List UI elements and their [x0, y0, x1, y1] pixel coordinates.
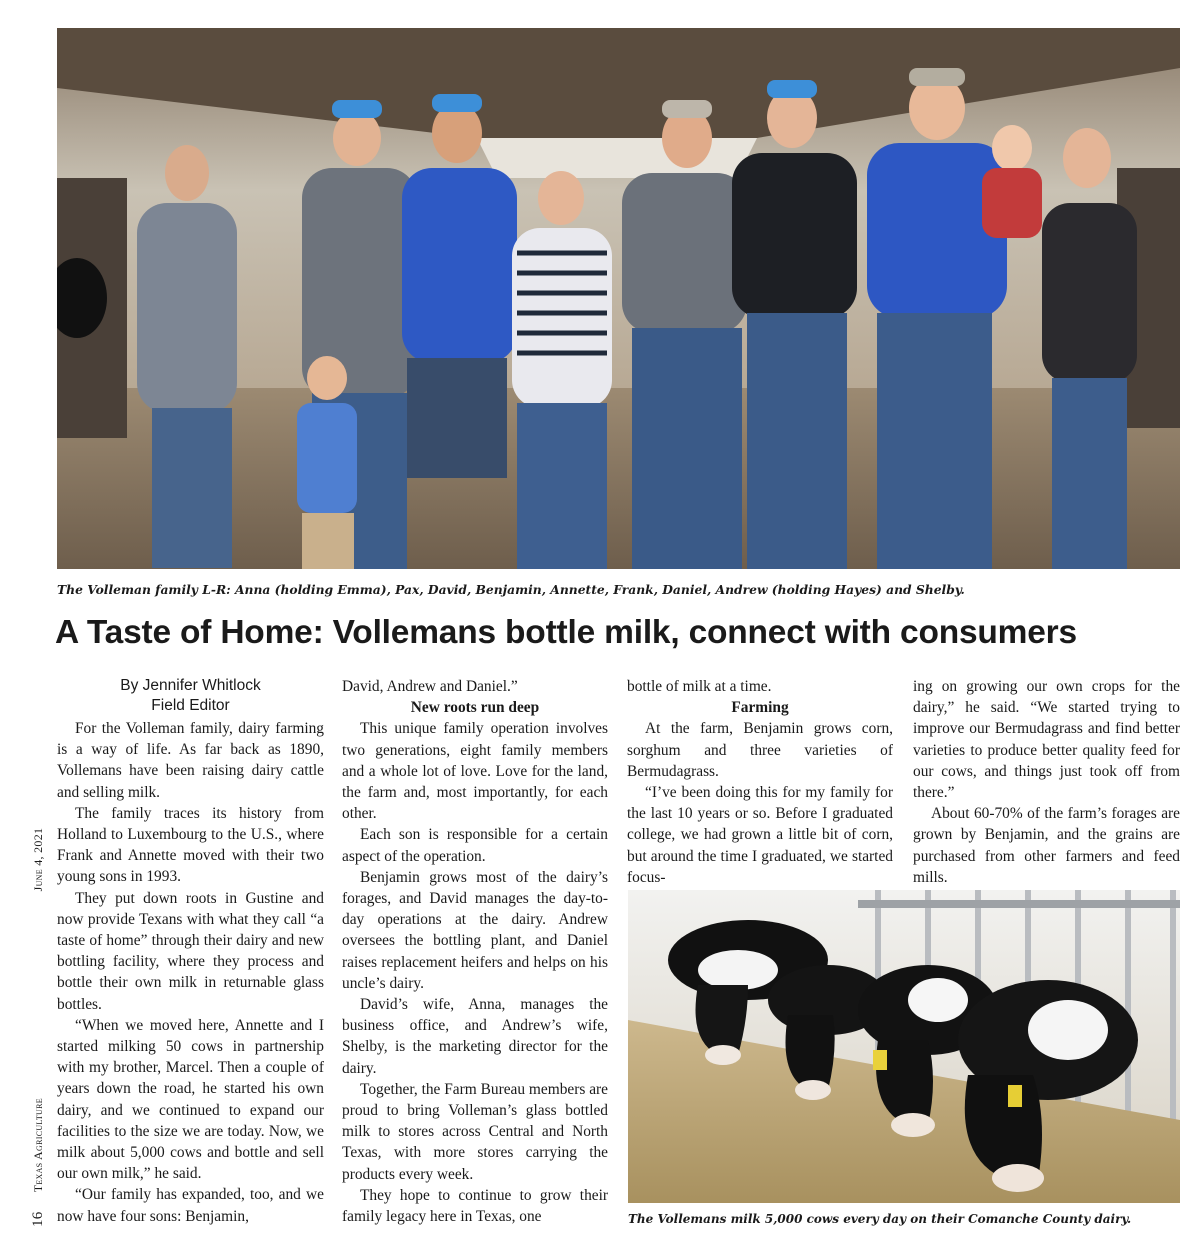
paragraph: The family traces its history from Holland to Luxembourg to the U.S., where Frank and Annette moved with their two young sons in 1993.	[57, 804, 324, 886]
article-column-1	[57, 718, 324, 1227]
paragraph: They hope to continue to grow their family legacy here in Texas, one	[342, 1186, 608, 1226]
article-column-3	[627, 676, 893, 888]
page-folio	[30, 828, 47, 1227]
article-column-2	[342, 676, 608, 1227]
paragraph: This unique family operation involves two generations, eight family members and a whole lot of love. Love for the land, the farm and, most importantly, for each other.	[342, 720, 608, 823]
cows-photo	[628, 890, 1180, 1203]
paragraph-continued: David, Andrew and Daniel.”	[342, 678, 518, 695]
family-photo-caption: The Volleman family L-R: Anna (holding Emma), Pax, David, Benjamin, Annette, Frank, Daniel, Andrew (holding Hayes) and Shelby.	[57, 582, 965, 597]
paragraph: Each son is responsible for a certain aspect of the operation.	[342, 826, 608, 865]
paragraph: For the Volleman family, dairy farming is a way of life. As far back as 1890, Vollemans have been raising dairy cattle and selling milk.	[57, 720, 324, 801]
paragraph: Benjamin grows most of the dairy’s forages, and David manages the day-to-day operations at the dairy. Andrew oversees the bottling plant, and Daniel raises replacement heifers and helps on his uncle’s dairy.	[342, 868, 608, 992]
subhead: New roots run deep	[410, 699, 540, 717]
article-headline: A Taste of Home: Vollemans bottle milk, connect with consumers	[55, 614, 1077, 651]
article-column-4	[913, 676, 1180, 888]
paragraph: At the farm, Benjamin grows corn, sorghum and three varieties of Bermudagrass.	[627, 720, 893, 780]
byline-title: Field Editor	[151, 697, 230, 714]
publication-name: Texas Agriculture	[31, 1098, 45, 1193]
paragraph-continued: ing on growing our own crops for the dairy,” he said. “We started trying to improve our Bermudagrass and find better varieties to produce better quality feed for our cows, and things just took off from there.”	[913, 678, 1180, 802]
paragraph: “Our family has expanded, too, and we now have four sons: Benjamin,	[57, 1186, 324, 1225]
cows-photo-caption: The Vollemans milk 5,000 cows every day on their Comanche County dairy.	[628, 1212, 1132, 1226]
dairy-cows-photo-icon	[628, 890, 1180, 1203]
paragraph: “I’ve been doing this for my family for the last 10 years or so. Before I graduated college, we had grown a little bit of corn, but around the time I graduated, we started focus-	[627, 784, 893, 886]
paragraph-continued: bottle of milk at a time.	[627, 678, 772, 695]
paragraph: Together, the Farm Bureau members are proud to bring Volleman’s glass bottled milk to stores across Central and North Texas, with more stores carrying the products every week.	[342, 1080, 608, 1183]
family-photo-icon	[57, 28, 1180, 569]
paragraph: “When we moved here, Annette and I started milking 50 cows in partnership with my brother, Marcel. Then a couple of years down the road, he started his own dairy, and we continued to expand our facilities to the size we are today. Now, we milk about 5,000 cows and bottle and sell our own milk,” he said.	[57, 1016, 324, 1183]
paragraph: About 60-70% of the farm’s forages are grown by Benjamin, and the grains are purchased from other farmers and feed mills.	[913, 805, 1180, 886]
page-number: 16	[30, 1211, 46, 1227]
byline-name: By Jennifer Whitlock	[120, 677, 261, 694]
paragraph: They put down roots in Gustine and now provide Texans with what they call “a taste of home” through their dairy and new bottling facility, where they process and bottle their own milk in returnable glass bottles.	[57, 889, 324, 1013]
family-photo	[57, 28, 1180, 569]
byline	[57, 676, 324, 716]
paragraph: David’s wife, Anna, manages the business office, and Andrew’s wife, Shelby, is the marketing director for the dairy.	[342, 996, 608, 1077]
issue-date: June 4, 2021	[31, 827, 45, 892]
subhead: Farming	[731, 699, 789, 717]
